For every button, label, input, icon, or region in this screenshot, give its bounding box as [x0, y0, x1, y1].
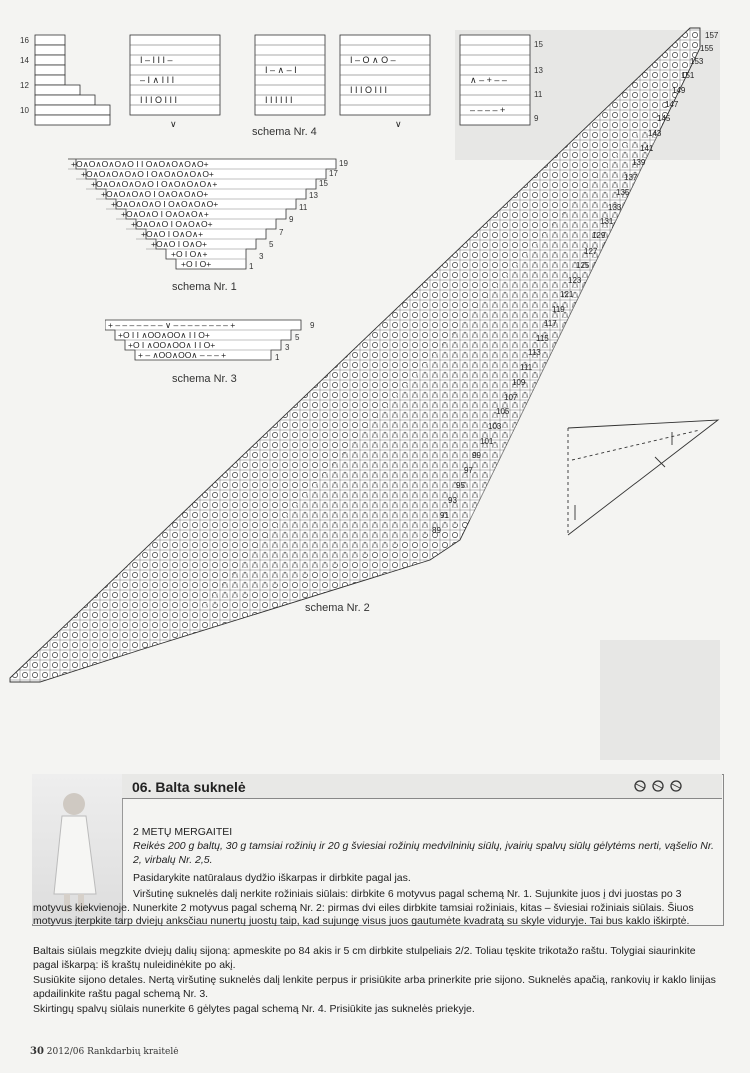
schema-3-row-1: 1	[275, 353, 280, 362]
svg-text:∨: ∨	[395, 119, 402, 129]
schema-2-caption: schema Nr. 2	[305, 602, 370, 614]
issue-number: 2012/06	[46, 1047, 85, 1057]
schema-2-row-149: 149	[672, 86, 686, 95]
garment-sketch	[568, 420, 718, 535]
schema-2-row-147: 147	[665, 100, 679, 109]
svg-text:I – O ∧ O –: I – O ∧ O –	[350, 55, 396, 65]
schema-2-row-137: 137	[624, 173, 638, 182]
schema-4-row-9: 9	[534, 114, 539, 123]
materials-text: Reikės 200 g baltų, 30 g tamsiai rožinių ir 20 g šviesiai rožinių medvilninių siūlų, įvairių spalvų siūlų gėlytėms nerti, vąšelio Nr. 2, virbalų Nr. 2,5.	[133, 840, 714, 866]
paragraph-2	[33, 888, 723, 929]
schema-1-row-1: 1	[249, 262, 254, 271]
schema-2-row-121: 121	[560, 290, 574, 299]
schema-3-row-3: 3	[285, 343, 290, 352]
difficulty-indicator	[632, 778, 692, 799]
schema-4-row-10: 10	[20, 106, 29, 115]
schema-2-row-155: 155	[700, 44, 714, 53]
schema-2-row-131: 131	[600, 217, 614, 226]
schema-3-row-9: 9	[310, 321, 315, 330]
svg-text:– – – – +: – – – – +	[470, 105, 506, 115]
svg-text:+O∧O∧O∧O I O∧O∧O∧O+: +O∧O∧O∧O I O∧O∧O∧O+	[111, 199, 219, 209]
svg-text:I – I I I –: I – I I I –	[140, 55, 173, 65]
schema-1-row-19: 19	[339, 159, 348, 168]
svg-text:+O∧O∧O∧O∧O I O∧O∧O∧O∧O+: +O∧O∧O∧O∧O I O∧O∧O∧O∧O+	[81, 169, 214, 179]
svg-text:+O I O∧+: +O I O∧+	[171, 249, 208, 259]
schema-2-row-111: 111	[520, 363, 533, 372]
schema-2-row-93: 93	[448, 496, 457, 505]
schema-2-row-127: 127	[584, 247, 598, 256]
schema-2-row-101: 101	[480, 437, 494, 446]
article-subtitle: 2 METŲ MERGAITEI	[133, 826, 233, 838]
svg-text:+ – ∧OO∧OO∧ – – – +: + – ∧OO∧OO∧ – – – +	[138, 350, 227, 360]
svg-text:I I I O I I I: I I I O I I I	[350, 85, 388, 95]
schema-2-row-119: 119	[552, 305, 565, 314]
schema-1-row-15: 15	[319, 179, 328, 188]
schema-2-row-145: 145	[657, 114, 671, 123]
schema-2-row-141: 141	[640, 144, 654, 153]
schema-3-row-5: 5	[295, 333, 300, 342]
svg-text:+O∧O∧O∧O I O∧O∧O∧O+: +O∧O∧O∧O I O∧O∧O∧O+	[101, 189, 209, 199]
article-title: 06. Balta suknelė	[132, 779, 246, 795]
schema-2-row-125: 125	[576, 261, 590, 270]
schema-2-row-113: 113	[528, 348, 541, 357]
paragraph-1: Pasidarykite natūralaus dydžio iškarpas ir dirbkite pagal jas.	[133, 872, 411, 884]
schema-2-row-95: 95	[456, 481, 465, 490]
svg-text:∨: ∨	[170, 119, 177, 129]
schema-1-row-13: 13	[309, 191, 318, 200]
schema-2-row-109: 109	[512, 378, 526, 387]
schema-1-row-5: 5	[269, 240, 274, 249]
schema-4-row-12: 12	[20, 81, 29, 90]
schema-2-row-97: 97	[464, 466, 473, 475]
schema-2-row-157: 157	[705, 31, 719, 40]
svg-text:+O I O+: +O I O+	[181, 259, 212, 269]
schema-1-caption: schema Nr. 1	[172, 281, 237, 293]
schema-1-row-17: 17	[329, 169, 338, 178]
svg-text:+O∧O∧O I O∧O∧O+: +O∧O∧O I O∧O∧O+	[131, 219, 213, 229]
svg-text:I I I O I I I: I I I O I I I	[140, 95, 178, 105]
svg-text:+O∧O∧O∧O∧O I I O∧O∧O∧O∧O+: +O∧O∧O∧O∧O I I O∧O∧O∧O∧O+	[71, 159, 209, 169]
page-number: 30	[30, 1046, 44, 1057]
schema-4-row-16: 16	[20, 36, 29, 45]
svg-text:+O∧O∧O∧O∧O I O∧O∧O∧O∧+: +O∧O∧O∧O∧O I O∧O∧O∧O∧+	[91, 179, 218, 189]
paragraph-4: Susiūkite sijono detales. Nertą viršutinę suknelės dalį lenkite perpus ir prisiūkite arba prinerkite prie sijono. Suknelės apačią, rankovių ir kaklo linijas apdailinkite raštu pagal schemą Nr. 3.	[33, 974, 716, 1000]
schema-1-row-7: 7	[279, 228, 284, 237]
svg-text:+ – – – – – – – ∨ – – – – – –: + – – – – – – – ∨ – – – – – – – – +	[108, 320, 236, 330]
svg-text:+O I I ∧OO∧OO∧ I I O+: +O I I ∧OO∧OO∧ I I O+	[118, 330, 210, 340]
schema-2-row-103: 103	[488, 422, 502, 431]
page-footer	[30, 1046, 179, 1057]
schema-1-row-3: 3	[259, 252, 264, 261]
schema-2-row-91: 91	[440, 511, 449, 520]
svg-text:– I ∧ I I I: – I ∧ I I I	[140, 75, 175, 85]
svg-text:+O I ∧OO∧OO∧ I I O+: +O I ∧OO∧OO∧ I I O+	[128, 340, 216, 350]
schema-2-row-123: 123	[568, 276, 582, 285]
schema-4-row-14: 14	[20, 56, 29, 65]
svg-text:+O∧O I O∧O∧+: +O∧O I O∧O∧+	[141, 229, 204, 239]
schema-2-row-153: 153	[690, 57, 704, 66]
schema-4-caption: schema Nr. 4	[252, 126, 317, 138]
schema-2-row-151: 151	[681, 71, 695, 80]
schema-2-row-89: 89	[432, 526, 441, 535]
schema-1-row-11: 11	[299, 203, 308, 212]
schema-4-row-11: 11	[534, 90, 543, 99]
schema-2-row-115: 115	[536, 334, 549, 343]
schema-2-row-135: 135	[616, 188, 630, 197]
schema-2-row-129: 129	[592, 231, 606, 240]
schema-4-row-13: 13	[534, 66, 543, 75]
schema-3-caption: schema Nr. 3	[172, 373, 237, 385]
magazine-name: Rankdarbių kraitelė	[87, 1047, 179, 1057]
paragraph-2-text: Viršutinę suknelės dalį nerkite rožiniais siūlais: dirbkite 6 motyvus pagal schemą Nr. 1. Sujunkite juos į dvi juostas po 3 motyvus kiekvienoje. Nunerkite 2 motyvus pagal schemą Nr. 2: pirmas dvi eiles dirbkite tamsiai rožiniais, kitas – šviesiai rožiniais siūlais. Šiuos motyvus įterpkite tarp dviejų anksčiau nunertų juostų taip, kad sujungę visus juos gautumėte kvadratą su skyle viduryje. Tai bus kaklo iškirptė.	[33, 888, 694, 927]
svg-text:I I I I I I: I I I I I I	[265, 95, 293, 105]
paragraph-3: Baltais siūlais megzkite dviejų dalių sijoną: apmeskite po 84 akis ir 5 cm dirbkite stulpeliais 2/2. Toliau tęskite trikotažo raštu. Tolygiai siaurinkite pagal iškarpą: iš kraštų nuleidinėkite po akį.	[33, 945, 696, 971]
svg-text:+O∧O∧O I O∧O∧O∧+: +O∧O∧O I O∧O∧O∧+	[121, 209, 209, 219]
svg-text:I – ∧ – I: I – ∧ – I	[265, 65, 297, 75]
schema-2-row-139: 139	[632, 158, 646, 167]
schema-1-row-9: 9	[289, 215, 294, 224]
paragraph-5: Skirtingų spalvų siūlais nunerkite 6 gėlytes pagal schemą Nr. 4. Prisiūkite jas suknelės priekyje.	[33, 1003, 475, 1015]
schema-4-row-15: 15	[534, 40, 543, 49]
schema-2-row-133: 133	[608, 203, 622, 212]
schema-2-row-117: 117	[544, 319, 557, 328]
svg-text:+O∧O I O∧O+: +O∧O I O∧O+	[151, 239, 207, 249]
schema-2-row-99: 99	[472, 451, 481, 460]
schema-2-row-107: 107	[504, 393, 518, 402]
schema-2-row-143: 143	[648, 129, 662, 138]
schema-2-row-105: 105	[496, 407, 510, 416]
svg-text:∧ – + – –: ∧ – + – –	[470, 75, 507, 85]
